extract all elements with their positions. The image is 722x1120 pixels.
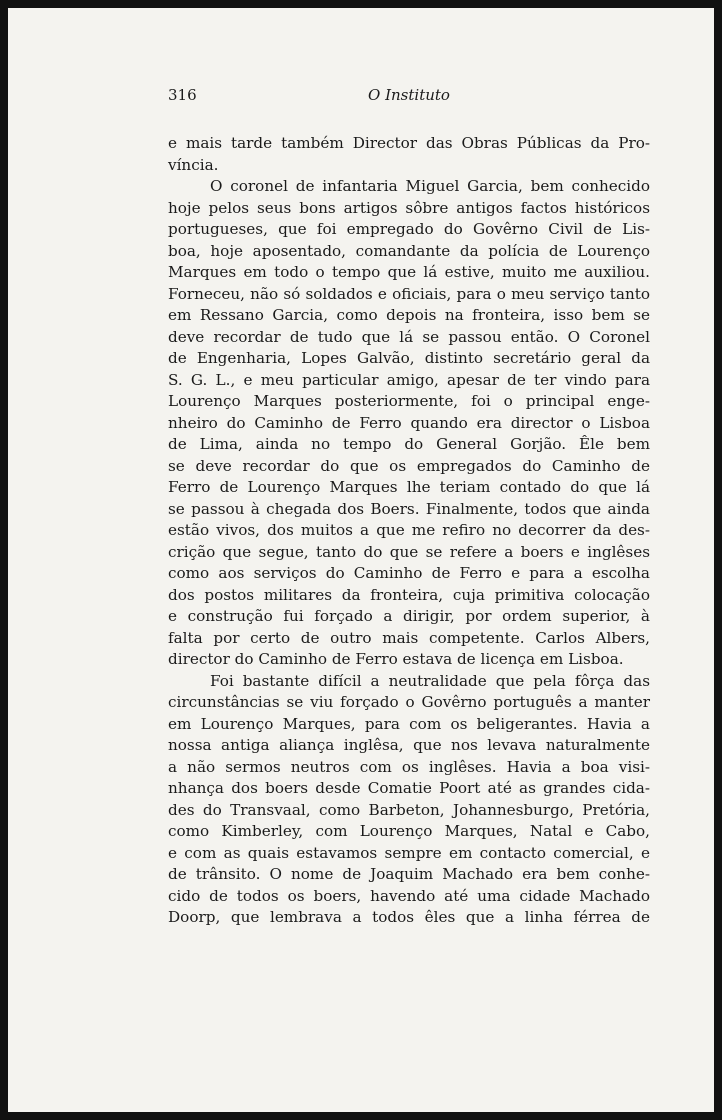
text-line: deve recordar de tudo que lá se passou então. O Coronel	[168, 327, 650, 346]
text-line: de Lima, ainda no tempo do General Gorjão. Êle bem	[168, 435, 650, 453]
text-line: Doorp, que lembrava a todos êles que a linha férrea de	[168, 908, 650, 926]
text-line: S. G. L., e meu particular amigo, apesar de ter vindo para	[168, 370, 650, 389]
text-line: nossa antiga aliança inglêsa, que nos levava naturalmente	[168, 736, 650, 754]
page-header	[168, 86, 650, 108]
text-line: em Lourenço Marques, para com os beligerantes. Havia a	[168, 714, 650, 733]
page-number: 316	[168, 86, 197, 104]
text-line: se deve recordar do que os empregados do Caminho de	[168, 456, 650, 475]
text-line: Lourenço Marques posteriormente, foi o principal enge-	[168, 392, 650, 410]
text-line: víncia.	[168, 155, 219, 174]
text-line: de trânsito. O nome de Joaquim Machado era bem conhe-	[168, 865, 650, 883]
text-line: e com as quais estavamos sempre em contacto comercial, e	[168, 843, 650, 862]
text-line: de Engenharia, Lopes Galvão, distinto secretário geral da	[168, 349, 650, 367]
text-line: Ferro de Lourenço Marques lhe teriam contado do que lá	[168, 478, 650, 496]
text-line: O coronel de infantaria Miguel Garcia, bem conhecido	[210, 177, 650, 195]
text-line: Forneceu, não só soldados e oficiais, para o meu serviço tanto	[168, 284, 650, 303]
text-line: a não sermos neutros com os inglêses. Havia a boa visi-	[168, 757, 650, 776]
book-page	[8, 8, 714, 1112]
text-line: nheiro do Caminho de Ferro quando era director o Lisboa	[168, 413, 650, 432]
text-line: dos postos militares da fronteira, cuja primitiva colocação	[168, 585, 650, 604]
text-line: como Kimberley, com Lourenço Marques, Natal e Cabo,	[168, 822, 650, 840]
text-line: e mais tarde também Director das Obras Públicas da Pro-	[168, 134, 650, 152]
text-line: crição que segue, tanto do que se refere a boers e inglêses	[168, 542, 650, 561]
text-line: se passou à chegada dos Boers. Finalmente, todos que ainda	[168, 499, 650, 518]
text-line: falta por certo de outro mais competente. Carlos Albers,	[168, 628, 650, 647]
text-line: em Ressano Garcia, como depois na fronteira, isso bem se	[168, 306, 650, 324]
text-line: director do Caminho de Ferro estava de licença em Lisboa.	[168, 650, 624, 668]
text-line: cido de todos os boers, havendo até uma cidade Machado	[168, 886, 650, 905]
text-line: circunstâncias se viu forçado o Govêrno português a manter	[168, 693, 650, 711]
text-line: nhança dos boers desde Comatie Poort até as grandes cida-	[168, 779, 650, 797]
text-line: estão vivos, dos muitos a que me refiro no decorrer da des-	[168, 521, 650, 539]
text-line: hoje pelos seus bons artigos sôbre antigos factos históricos	[168, 198, 650, 217]
text-line: portugueses, que foi empregado do Govêrno Civil de Lis-	[168, 220, 650, 238]
text-line: Foi bastante difícil a neutralidade que pela fôrça das	[210, 671, 650, 690]
text-line: Marques em todo o tempo que lá estive, muito me auxiliou.	[168, 263, 650, 281]
text-line: boa, hoje aposentado, comandante da polícia de Lourenço	[168, 241, 650, 260]
text-line: como aos serviços do Caminho de Ferro e para a escolha	[168, 564, 650, 582]
body-text	[168, 133, 650, 929]
text-line: des do Transvaal, como Barbeton, Johannesburgo, Pretória,	[168, 800, 650, 819]
text-line: e construção fui forçado a dirigir, por ordem superior, à	[168, 607, 650, 625]
running-title: O Instituto	[368, 86, 450, 104]
